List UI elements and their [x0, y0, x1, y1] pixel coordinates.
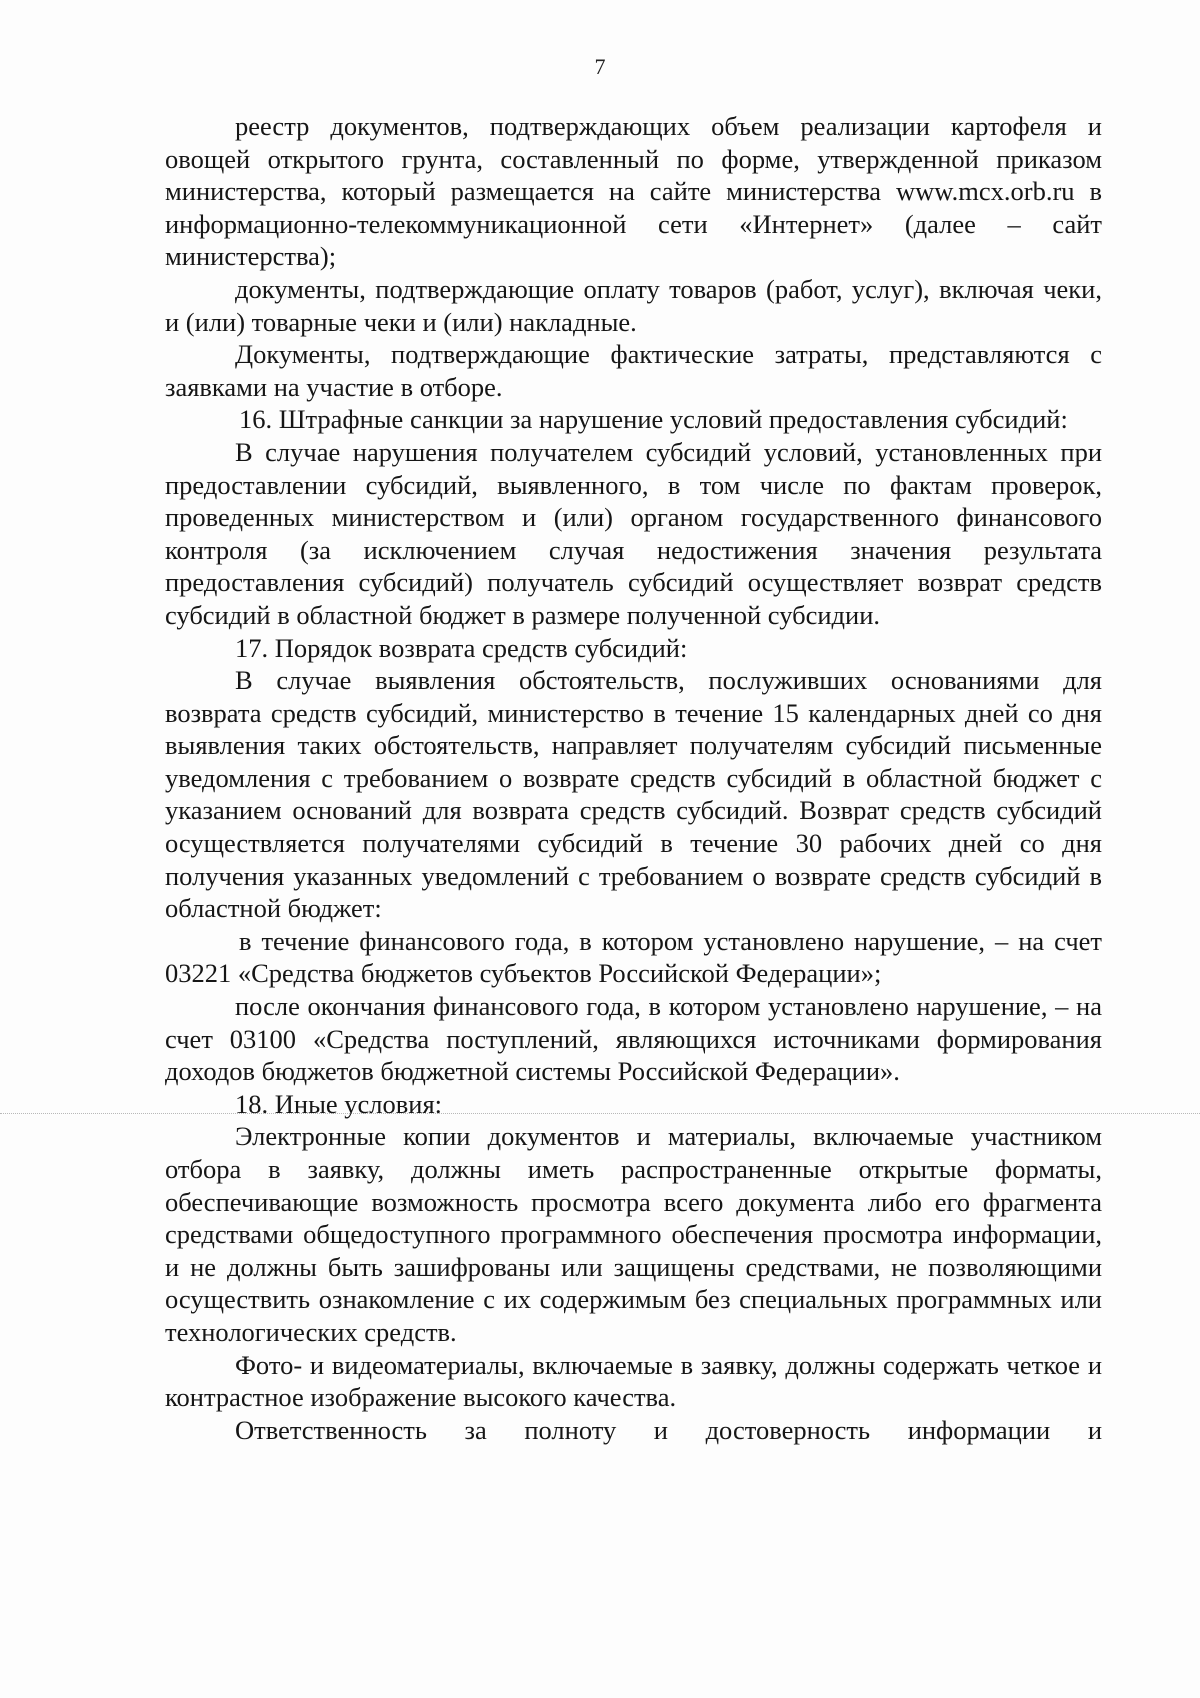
paragraph-payment-documents: документы, подтверждающие оплату товаров (работ, услуг), включая чеки, и (или) товарные чеки и (или) накладные.: [165, 273, 1102, 337]
section-heading-17: 17. Порядок возврата средств субсидий:: [235, 632, 688, 663]
paragraph-registry: реестр документов, подтверждающих объем реализации картофеля и овощей открытого грунта, составленный по форме, утвержденной приказом министерства, который размещается на сайте министерства www.mcx.orb.ru в информационно-телекоммуникационной сети «Интернет» (далее – сайт министерства);: [165, 111, 1102, 272]
paragraph-photo-video: Фото- и видеоматериалы, включаемые в заявку, должны содержать четкое и контрастное изображение высокого качества.: [165, 1349, 1102, 1413]
section-heading-16: 16. Штрафные санкции за нарушение условий предоставления субсидий:: [239, 404, 1068, 435]
document-body: [165, 110, 1102, 1446]
paragraph-electronic-copies: Электронные копии документов и материалы, включаемые участником отбора в заявку, должны иметь распространенные открытые форматы, обеспечивающие возможность просмотра всего документа либо его фрагмента средствами общедоступного программного обеспечения просмотра информации, и не должны быть зашифрованы или защищены средствами, не позволяющими осуществить ознакомление с их содержимым без специальных программных или технологических средств.: [165, 1121, 1102, 1347]
paragraph-current-year-account: в течение финансового года, в котором установлено нарушение, – на счет 03221 «Средства бюджетов субъектов Российской Федерации»;: [165, 925, 1102, 989]
paragraph-violation-case: В случае нарушения получателем субсидий условий, установленных при предоставлении субсидий, выявленного, в том числе по фактам проверок, проведенных министерством и (или) органом государственного финансового контроля (за исключением случая недостижения значения результата предоставления субсидий) получатель субсидий осуществляет возврат средств субсидий в областной бюджет в размере полученной субсидии.: [165, 436, 1102, 630]
page-number: 7: [594, 54, 606, 79]
section-heading-18: 18. Иные условия:: [235, 1088, 442, 1119]
paragraph-actual-costs: Документы, подтверждающие фактические затраты, представляются с заявками на участие в отборе.: [165, 339, 1102, 402]
paragraph-after-year-account: после окончания финансового года, в котором установлено нарушение, – на счет 03100 «Средства поступлений, являющихся источниками формирования доходов бюджетов бюджетной системы Российской Федерации».: [165, 991, 1102, 1087]
paragraph-responsibility: Ответственность за полноту и достоверность информации и: [235, 1414, 1102, 1445]
paragraph-return-procedure: В случае выявления обстоятельств, послуживших основаниями для возврата средств субсидий, министерство в течение 15 календарных дней со дня выявления таких обстоятельств, направляет получателям субсидий письменные уведомления с требованием о возврате средств субсидий в областной бюджет с указанием оснований для возврата средств субсидий. Возврат средств субсидий осуществляется получателями субсидий в течение 30 рабочих дней со дня получения указанных уведомлений с требованием о возврате средств субсидий в областной бюджет:: [165, 665, 1102, 924]
